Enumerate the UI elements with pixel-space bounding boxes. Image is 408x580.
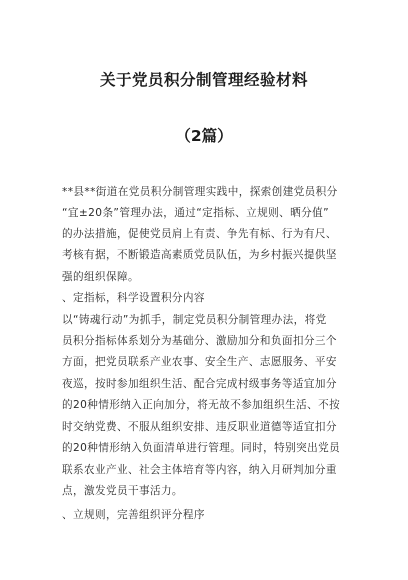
paragraph-line: “宜±20条”管理办法，通过“定指标、立规则、晒分值” (62, 207, 329, 219)
document-subtitle: （2篇） (175, 127, 233, 145)
paragraph-line: 的20种情形纳入正向加分，将无故不参加组织生活、不按 (62, 399, 341, 411)
section-heading: 、定指标，科学设置积分内容 (62, 292, 205, 304)
section-heading: 、立规则，完善组织评分程序 (62, 509, 205, 521)
paragraph-line: 点，激发党员干事活力。 (62, 485, 183, 497)
paragraph-line: 方面，把党员联系产业农事、安全生产、志愿服务、平安 (62, 356, 337, 368)
paragraph-line: 考核有据，不断锻造高素质党员队伍，为乡村振兴提供坚 (62, 249, 337, 261)
paragraph-line: 的20种情形纳入负面清单进行管理。同时，特别突出党员 (62, 442, 341, 454)
paragraph-line: 员积分指标体系划分为基础分、激励加分和负面扣分三个 (62, 335, 337, 347)
paragraph-line: **县**街道在党员积分制管理实践中，探索创建党员积分 (62, 186, 338, 198)
paragraph-line: 的办法措施，促使党员肩上有责、争先有标、行为有尺、 (62, 228, 337, 240)
paragraph-line: 强的组织保障。 (62, 271, 139, 283)
paragraph-line: 时交纳党费、不服从组织安排、违反职业道德等适宜扣分 (62, 421, 337, 433)
paragraph-line: 以“铸魂行动”为抓手，制定党员积分制管理办法，将党 (62, 314, 327, 326)
document-title: 关于党员积分制管理经验材料 (99, 71, 308, 89)
paragraph-line: 联系农业产业、社会主体培育等内容，纳入月研判加分重 (62, 464, 337, 476)
paragraph-line: 夜巡，按时参加组织生活、配合完成村级事务等适宜加分 (62, 378, 337, 390)
